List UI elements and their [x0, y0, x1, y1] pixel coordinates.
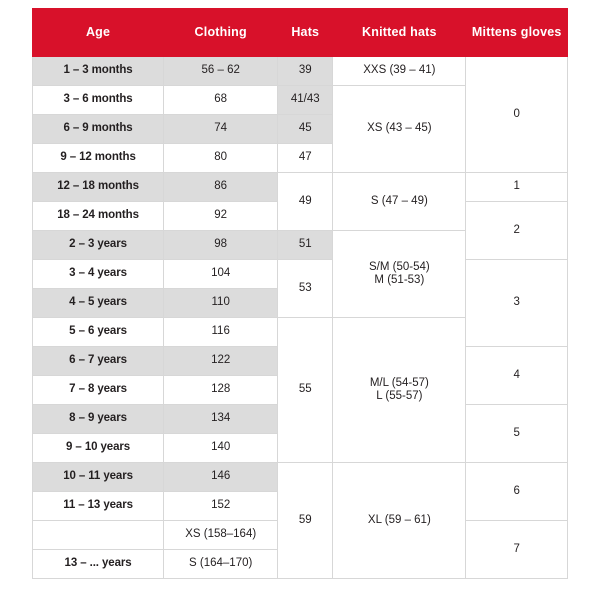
cell-knitted-hats: XL (59 – 61): [333, 463, 466, 579]
column-header-mittens-gloves-label: Mittens gloves: [471, 25, 562, 40]
cell-clothing: 116: [164, 318, 278, 347]
cell-clothing: 152: [164, 492, 278, 521]
column-header-clothing: Clothing: [164, 9, 278, 57]
cell-knitted-hats: M/L (54-57) L (55-57): [333, 318, 466, 463]
cell-age: 6 – 7 years: [33, 347, 164, 376]
cell-mittens-gloves: 4: [466, 347, 568, 405]
cell-age: 18 – 24 months: [33, 202, 164, 231]
cell-clothing: 80: [164, 144, 278, 173]
cell-clothing: 140: [164, 434, 278, 463]
table-body: [33, 57, 568, 579]
cell-clothing: 92: [164, 202, 278, 231]
cell-age: 6 – 9 months: [33, 115, 164, 144]
cell-hats: 59: [278, 463, 333, 579]
cell-age: 12 – 18 months: [33, 173, 164, 202]
cell-age: 3 – 6 months: [33, 86, 164, 115]
cell-age: 9 – 12 months: [33, 144, 164, 173]
cell-age: 5 – 6 years: [33, 318, 164, 347]
size-chart-table: [32, 8, 568, 579]
cell-mittens-gloves: 2: [466, 202, 568, 260]
cell-hats: 41/43: [278, 86, 333, 115]
cell-age: 2 – 3 years: [33, 231, 164, 260]
cell-hats: 47: [278, 144, 333, 173]
cell-clothing: 56 – 62: [164, 57, 278, 86]
column-header-mittens-gloves: [466, 9, 568, 57]
cell-age: 10 – 11 years: [33, 463, 164, 492]
cell-hats: 53: [278, 260, 333, 318]
column-header-knitted-hats: [333, 9, 466, 57]
cell-age: 1 – 3 months: [33, 57, 164, 86]
cell-mittens-gloves: 3: [466, 260, 568, 347]
cell-clothing: 134: [164, 405, 278, 434]
cell-mittens-gloves: 6: [466, 463, 568, 521]
cell-age: 7 – 8 years: [33, 376, 164, 405]
cell-knitted-hats: S (47 – 49): [333, 173, 466, 231]
cell-knitted-hats: XS (43 – 45): [333, 86, 466, 173]
cell-clothing: 110: [164, 289, 278, 318]
cell-clothing: 98: [164, 231, 278, 260]
cell-knitted-hats: XXS (39 – 41): [333, 57, 466, 86]
cell-hats: 51: [278, 231, 333, 260]
cell-age: 11 – 13 years: [33, 492, 164, 521]
cell-hats: 45: [278, 115, 333, 144]
cell-age: 9 – 10 years: [33, 434, 164, 463]
cell-clothing: 122: [164, 347, 278, 376]
cell-clothing: 146: [164, 463, 278, 492]
cell-age: 8 – 9 years: [33, 405, 164, 434]
cell-hats: 55: [278, 318, 333, 463]
cell-clothing: XS (158–164): [164, 521, 278, 550]
cell-mittens-gloves: 7: [466, 521, 568, 579]
cell-clothing: 74: [164, 115, 278, 144]
cell-hats: 39: [278, 57, 333, 86]
cell-clothing: 104: [164, 260, 278, 289]
column-header-hats: Hats: [278, 9, 333, 57]
cell-age: 13 – ... years: [33, 550, 164, 579]
column-header-knitted-hats-label: Knitted hats: [362, 25, 437, 40]
cell-knitted-hats: S/M (50-54) M (51-53): [333, 231, 466, 318]
cell-mittens-gloves: 1: [466, 173, 568, 202]
column-header-age: Age: [33, 9, 164, 57]
cell-age: 3 – 4 years: [33, 260, 164, 289]
table-header-row: [33, 9, 568, 57]
cell-clothing: S (164–170): [164, 550, 278, 579]
cell-clothing: 68: [164, 86, 278, 115]
cell-mittens-gloves: 5: [466, 405, 568, 463]
cell-mittens-gloves: 0: [466, 57, 568, 173]
cell-clothing: 128: [164, 376, 278, 405]
table-row: [33, 463, 568, 492]
cell-age: [33, 521, 164, 550]
table-header: [33, 9, 568, 57]
table-row: [33, 57, 568, 86]
cell-clothing: 86: [164, 173, 278, 202]
table-row: [33, 260, 568, 289]
cell-hats: 49: [278, 173, 333, 231]
cell-age: 4 – 5 years: [33, 289, 164, 318]
table-row: [33, 173, 568, 202]
